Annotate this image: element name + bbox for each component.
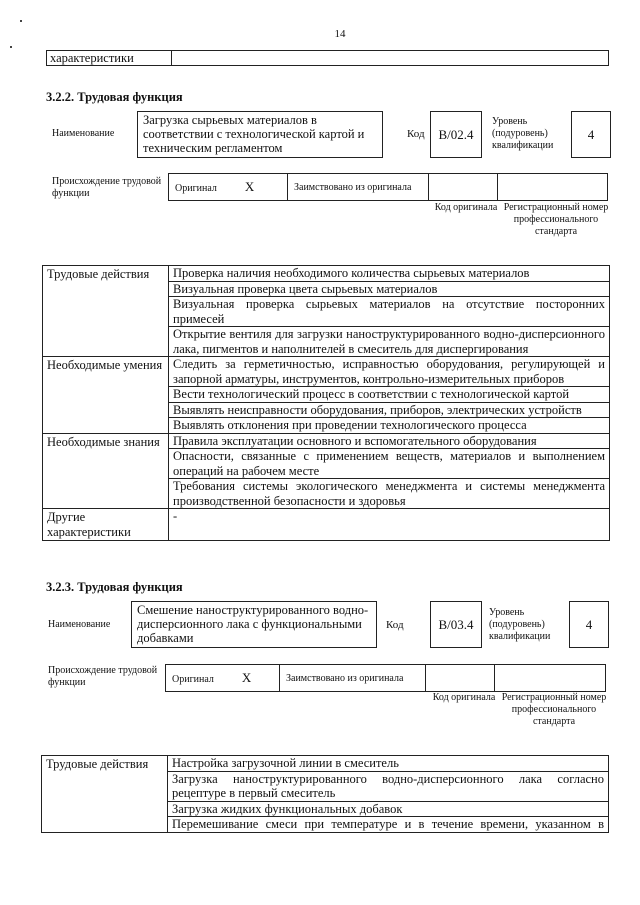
name-label: Наименование [52, 128, 115, 139]
code-original-label: Код оригинала [432, 692, 496, 703]
scan-dot [10, 46, 12, 48]
table-cell: Проверка наличия необходимого количества сырьевых материалов [169, 266, 610, 282]
table-cell: Выявлять отклонения при проведении технологического процесса [169, 418, 610, 434]
origin-label: Происхождение трудовой функции [48, 665, 158, 688]
function-name-box: Загрузка сырьевых материалов в соответствии с технологической картой и техническим регламентом [137, 111, 383, 158]
table-cell: Визуальная проверка сырьевых материалов на отсутствие посторонних примесей [169, 297, 610, 327]
page-number: 14 [334, 28, 346, 40]
reg-number-label: Регистрационный номер профессионального стандарта [501, 692, 607, 727]
section-title: 3.2.2. Трудовая функция [46, 90, 183, 104]
top-continuation-row [46, 50, 609, 66]
name-label: Наименование [48, 619, 111, 630]
code-label: Код [407, 128, 425, 140]
function-name-box: Смешение наноструктурированного водно-дисперсионного лака с функциональными добавками [131, 601, 377, 648]
table-cell: Загрузка жидких функциональных добавок [168, 801, 609, 817]
table-cell: - [169, 509, 610, 541]
borrowed-label: Заимствовано из оригинала [280, 665, 426, 692]
row-label: Необходимые умения [43, 357, 169, 434]
function-details-table [42, 265, 610, 541]
function-details-table [41, 755, 609, 833]
code-original-cell [426, 665, 495, 692]
table-cell: Открытие вентиля для загрузки наноструктурированного водно-дисперсионного лака, пигментов и наполнителей в смеситель для диспергирования [169, 327, 610, 357]
scan-dot [20, 20, 22, 22]
borrowed-label: Заимствовано из оригинала [288, 174, 429, 201]
table-cell: Требования системы экологического менеджмента и системы менеджмента производственной безопасности и здоровья [169, 479, 610, 509]
row-label: Необходимые знания [43, 433, 169, 509]
original-mark: X [244, 179, 255, 194]
table-cell: Выявлять неисправности оборудования, приборов, электрических устройств [169, 402, 610, 418]
original-label: Оригинал [172, 674, 214, 685]
level-box: 4 [569, 601, 609, 648]
reg-number-label: Регистрационный номер профессионального стандарта [503, 202, 609, 237]
table-cell: Правила эксплуатации основного и вспомогательного оборудования [169, 433, 610, 449]
table-cell: Следить за герметичностью, исправностью оборудования, регулирующей и запорной арматуры, инструментов, контрольно-измерительных приборов [169, 357, 610, 387]
row-label: Другие характеристики [43, 509, 169, 541]
level-box: 4 [571, 111, 611, 158]
top-row-label: характеристики [47, 50, 172, 66]
code-original-cell [429, 174, 498, 201]
table-cell: Настройка загрузочной линии в смеситель [168, 756, 609, 772]
function-code-box: B/02.4 [430, 111, 482, 158]
origin-table [165, 664, 606, 692]
table-cell: Вести технологический процесс в соответствии с технологической картой [169, 387, 610, 403]
original-cell [169, 174, 288, 201]
row-label: Трудовые действия [43, 266, 169, 357]
level-label: Уровень (подуровень) квалификации [489, 607, 551, 642]
reg-number-cell [495, 665, 606, 692]
origin-label: Происхождение трудовой функции [52, 176, 162, 199]
function-code-box: B/03.4 [430, 601, 482, 648]
code-original-label: Код оригинала [434, 202, 498, 213]
original-mark: X [241, 670, 252, 685]
level-label: Уровень (подуровень) квалификации [492, 116, 554, 151]
section-title: 3.2.3. Трудовая функция [46, 580, 183, 594]
code-label: Код [386, 619, 404, 631]
row-label: Трудовые действия [42, 756, 168, 833]
table-cell: Визуальная проверка цвета сырьевых материалов [169, 281, 610, 297]
table-cell: Перемешивание смеси при температуре и в течение времени, указанном в [168, 817, 609, 833]
table-cell: Загрузка наноструктурированного водно-дисперсионного лака согласно рецептуре в первый смеситель [168, 771, 609, 801]
original-cell [166, 665, 280, 692]
reg-number-cell [498, 174, 608, 201]
table-cell: Опасности, связанные с применением веществ, материалов и выполнением операций на рабочем месте [169, 449, 610, 479]
origin-table [168, 173, 608, 201]
original-label: Оригинал [175, 183, 217, 194]
